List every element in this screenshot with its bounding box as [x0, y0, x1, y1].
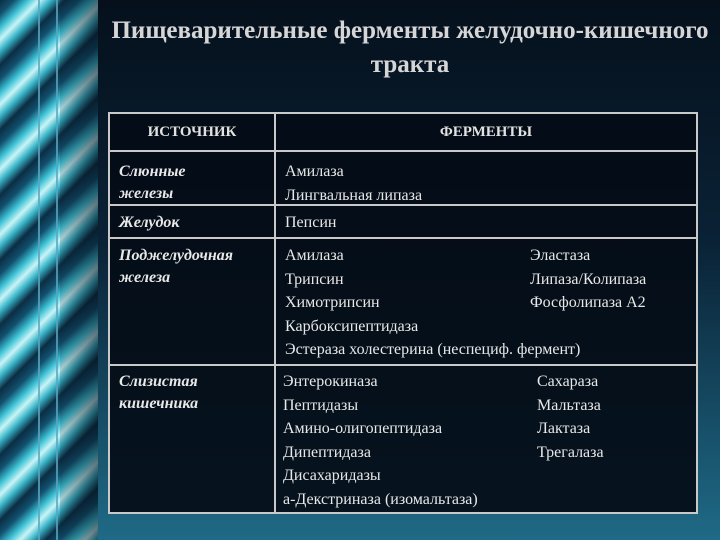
enzyme-item: Липаза/Колипаза	[530, 270, 647, 288]
source-line: железа	[119, 269, 171, 286]
enzyme-item: Амилаза	[285, 247, 344, 264]
decorative-ribbon	[0, 0, 98, 540]
enzymes-list	[285, 160, 422, 207]
row-source	[119, 212, 277, 234]
source-line: Слюнные	[119, 163, 186, 180]
enzyme-item: Пептидазы	[283, 396, 359, 414]
source-line: железы	[119, 185, 174, 202]
enzyme-item: Энтерокиназа	[283, 373, 378, 390]
enzyme-item: Дисахаридазы	[283, 467, 381, 485]
source-line: Слизистая	[119, 373, 198, 390]
row-source	[119, 371, 277, 415]
enzyme-item: Фосфолипаза А2	[530, 294, 646, 312]
slide-title: Пищеварительные ферменты желудочно-кишечного тракта	[111, 17, 709, 78]
row-source	[119, 161, 277, 205]
enzyme-item: Амилаза	[285, 163, 344, 180]
enzyme-item: Мальтаза	[537, 396, 601, 414]
source-line: Поджелудочная	[119, 247, 233, 264]
enzyme-item: Эстераза холестерина (неспециф. фермент)	[285, 341, 581, 359]
decorative-line	[56, 0, 58, 540]
enzyme-item: Трипсин	[285, 270, 344, 288]
enzyme-item: Эластаза	[530, 247, 591, 264]
row-divider	[110, 237, 696, 239]
enzymes-list	[285, 211, 336, 235]
row-divider	[110, 364, 696, 366]
enzyme-item: Пепсин	[285, 214, 337, 231]
enzyme-item: Карбоксипептидаза	[285, 317, 419, 335]
header-enzymes: ФЕРМЕНТЫ	[276, 114, 696, 152]
source-line: кишечника	[119, 395, 199, 412]
source-line: Желудок	[119, 214, 180, 231]
enzyme-item: Лактаза	[537, 420, 591, 438]
decorative-line	[38, 0, 40, 540]
enzymes-table	[108, 112, 698, 514]
enzymes-list	[283, 370, 478, 512]
enzymes-list	[537, 370, 604, 464]
enzyme-item: Амино-олигопептидаза	[283, 420, 443, 438]
row-source	[119, 245, 277, 289]
enzyme-item: Химотрипсин	[285, 294, 380, 312]
enzyme-item: Трегалаза	[537, 443, 604, 461]
enzyme-item: Дипептидаза	[283, 443, 371, 461]
header-source: ИСТОЧНИК	[110, 114, 274, 152]
enzyme-item: Сахараза	[537, 373, 599, 390]
enzymes-list	[530, 244, 646, 315]
enzyme-item: а-Декстриназа (изомальтаза)	[283, 490, 478, 508]
enzyme-item: Лингвальная липаза	[285, 186, 423, 204]
